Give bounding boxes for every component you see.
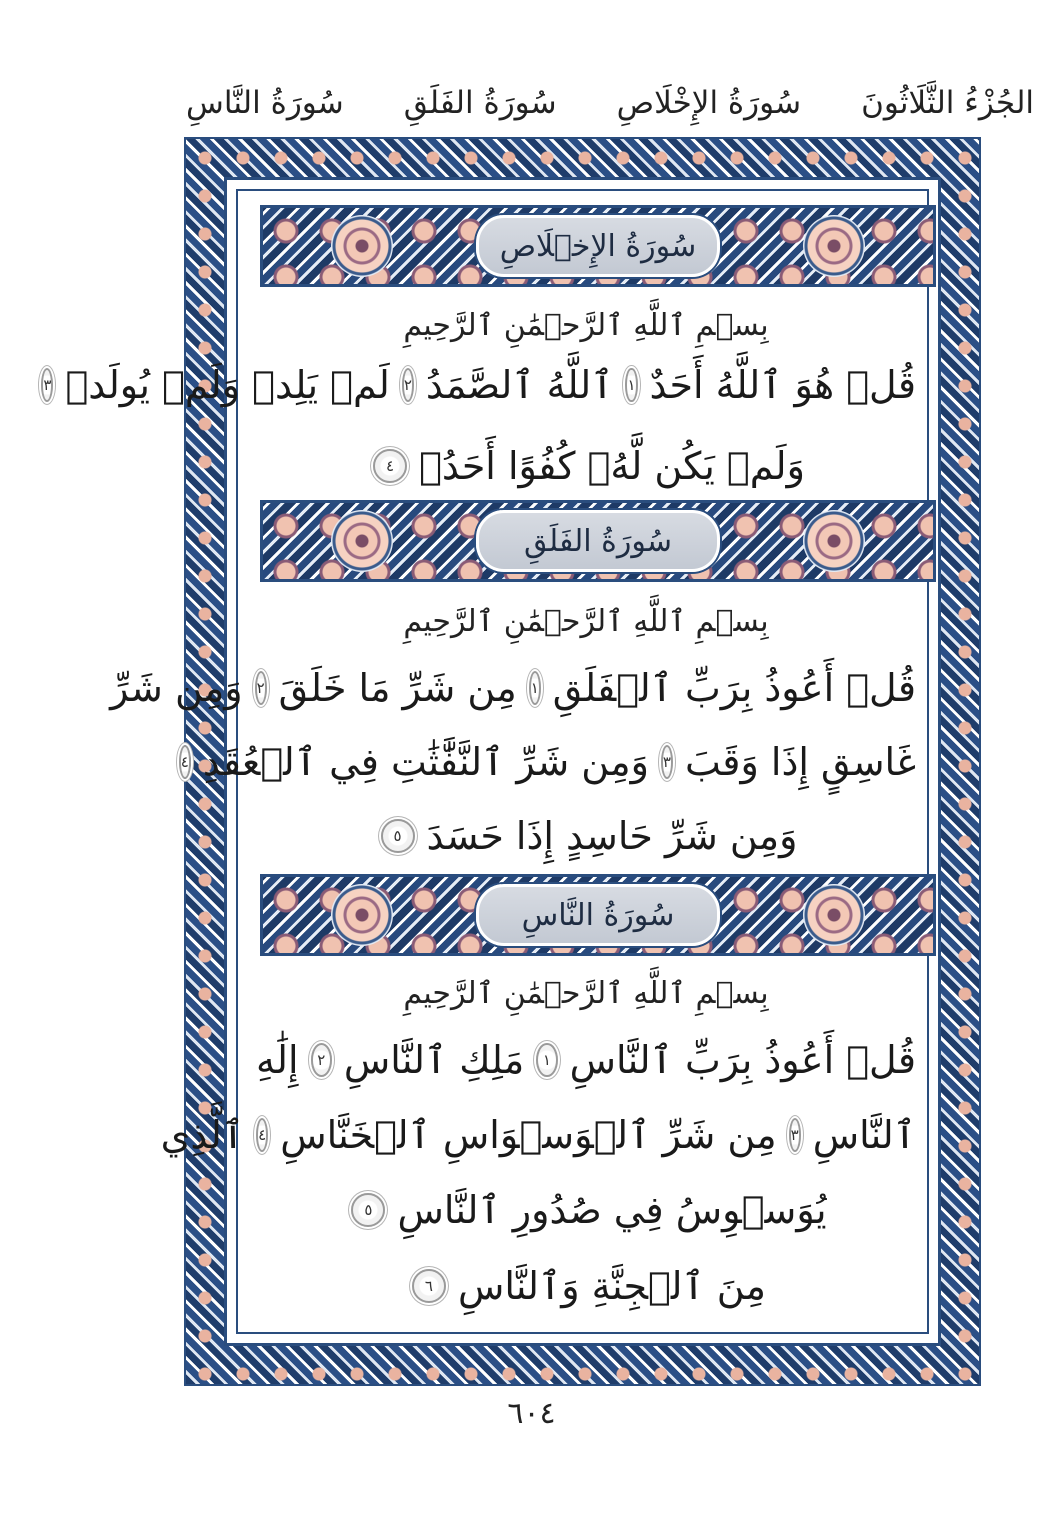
rosette-ornament-icon [803,510,865,572]
verse-text: قُلۡ أَعُوذُ بِرَبِّ ٱلۡفَلَقِ [552,666,916,710]
page-header [180,78,1040,128]
verse-line [256,806,916,866]
verse-text: مِن شَرِّ ٱلۡوَسۡوَاسِ ٱلۡخَنَّاسِ [280,1113,777,1157]
rosette-ornament-icon [331,884,393,946]
verse-text: قُلۡ أَعُوذُ بِرَبِّ ٱلنَّاسِ [569,1038,916,1082]
header-surah-ikhlas: سُورَةُ الإِخْلَاصِ [616,85,802,121]
verse-text: وَلَمۡ يَكُن لَّهُۥ كُفُوًا أَحَدُۢ [419,444,805,488]
verse-line [256,436,916,496]
ayah-number-marker: ١ [625,368,637,402]
header-surah-nas: سُورَةُ النَّاسِ [186,85,344,121]
ayah-number-marker: ٤ [179,745,191,779]
rosette-ornament-icon [803,215,865,277]
ayah-number-marker: ٤ [256,1118,268,1152]
ayah-number-marker: ٢ [255,671,267,705]
ayah-number-marker: ١ [529,671,541,705]
ayah-number-marker: ٤ [373,449,407,483]
verse-text: وَمِن شَرِّ حَاسِدٍ إِذَا حَسَدَ [426,814,798,858]
verse-text: ٱلنَّاسِ [812,1113,916,1157]
surah-banner-ikhlas [260,205,936,287]
verse-text: يُوَسۡوِسُ فِي صُدُورِ ٱلنَّاسِ [397,1188,827,1232]
verse-text: ٱللَّهُ ٱلصَّمَدُ [425,363,614,407]
verse-line [256,1030,916,1090]
rosette-ornament-icon [331,510,393,572]
surah-title: سُورَةُ الفَلَقِ [476,510,720,572]
verse-text: مِنَ ٱلۡجِنَّةِ وَٱلنَّاسِ [457,1264,767,1308]
ayah-number-marker: ٣ [789,1118,801,1152]
surah-banner-falaq [260,500,936,582]
juz-label: الجُزْءُ الثَّلَاثُونَ [861,85,1034,121]
verse-text: قُلۡ هُوَ ٱللَّهُ أَحَدٌ [649,363,916,407]
ayah-number-marker: ٣ [661,745,673,779]
rosette-ornament-icon [331,215,393,277]
verse-line [256,1180,916,1240]
verse-text: ٱلَّذِي [160,1113,245,1157]
basmala: بِسۡمِ ٱللَّهِ ٱلرَّحۡمَٰنِ ٱلرَّحِيمِ [403,976,769,1011]
verse-text: وَمِن شَرِّ [110,666,243,710]
rosette-ornament-icon [803,884,865,946]
basmala: بِسۡمِ ٱللَّهِ ٱلرَّحۡمَٰنِ ٱلرَّحِيمِ [403,604,769,639]
verse-text: إِلَٰهِ [256,1038,299,1082]
verse-text: لَمۡ يَلِدۡ وَلَمۡ يُولَدۡ [65,363,390,407]
surah-title: سُورَةُ النَّاسِ [476,884,720,946]
ayah-number-marker: ١ [536,1043,557,1077]
ayah-number-marker: ٥ [381,819,415,853]
verse-line [180,732,916,792]
verse-line [256,1256,916,1316]
verse-text: وَمِن شَرِّ ٱلنَّفَّٰثَٰتِ فِي ٱلۡعُقَدِ [202,740,649,784]
ayah-number-marker: ٢ [311,1043,332,1077]
verse-text: غَاسِقٍ إِذَا وَقَبَ [684,740,916,784]
page-number: ٦٠٤ [507,1396,556,1431]
verse-text: مَلِكِ ٱلنَّاسِ [343,1038,525,1082]
header-surah-falaq: سُورَةُ الفَلَقِ [403,85,557,121]
basmala: بِسۡمِ ٱللَّهِ ٱلرَّحۡمَٰنِ ٱلرَّحِيمِ [403,308,769,343]
ayah-number-marker: ٦ [412,1269,446,1303]
verse-line [160,1105,916,1165]
verse-line [110,658,916,718]
verse-line [43,355,916,415]
surah-banner-nas [260,874,936,956]
ayah-number-marker: ٥ [351,1193,385,1227]
ayah-number-marker: ٣ [41,368,53,402]
surah-title: سُورَةُ الإِخۡلَاصِ [476,215,720,277]
ayah-number-marker: ٢ [402,368,414,402]
verse-text: مِن شَرِّ مَا خَلَقَ [278,666,517,710]
